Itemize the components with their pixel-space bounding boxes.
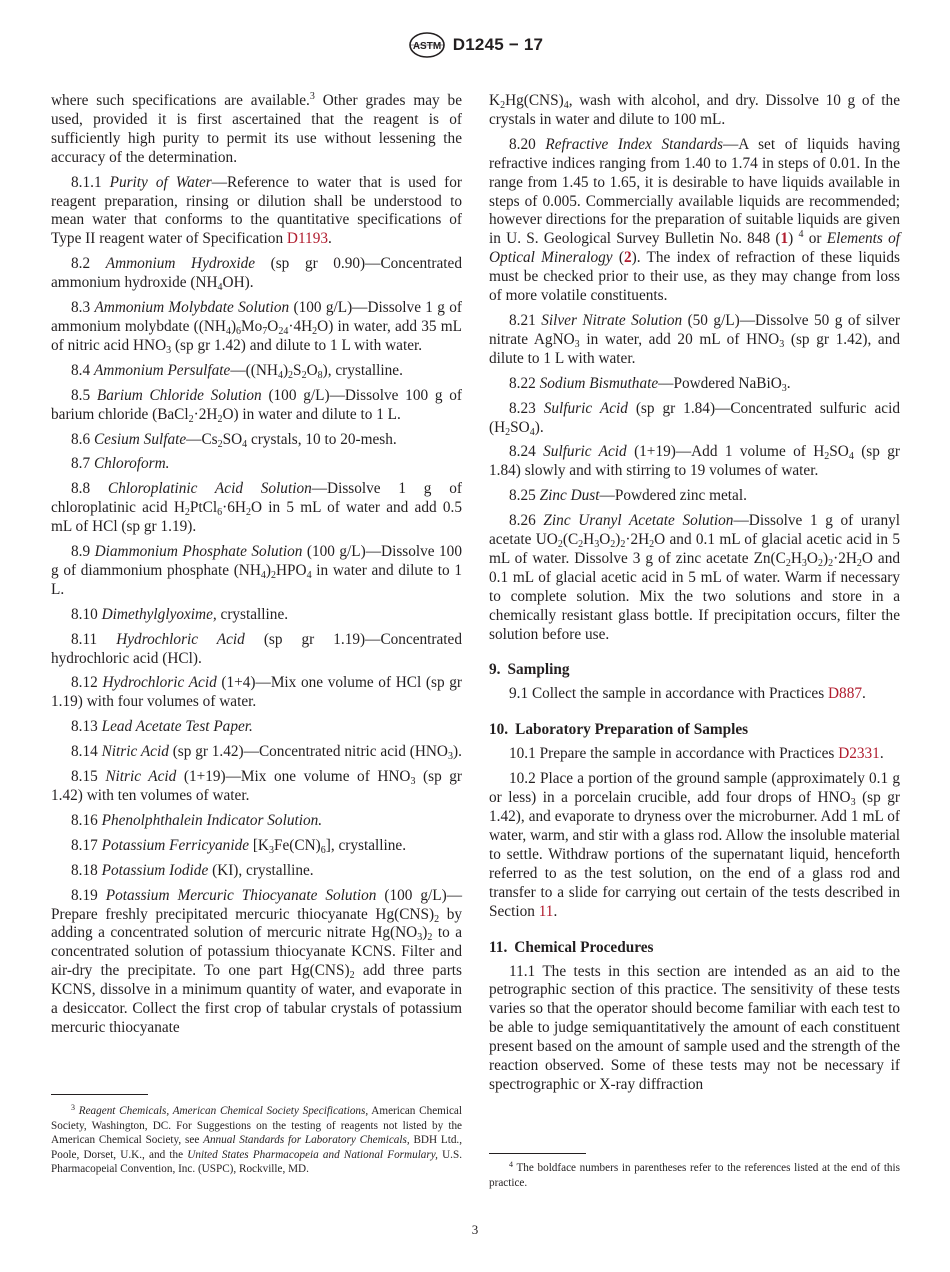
paragraph [489, 400, 900, 438]
document-id: D1245 − 17 [452, 35, 544, 54]
subscript: 3 [594, 539, 600, 551]
text-run: (sp gr 1.42) with ten volumes of water. [51, 768, 463, 804]
italic-term: Elements of Optical Mineralogy [489, 230, 900, 267]
subscript: 2 [301, 369, 307, 381]
paragraph [489, 312, 900, 369]
subscript: 4 [848, 451, 854, 463]
italic-term: Zinc Dust [539, 487, 600, 505]
text-run: 8.24 [509, 443, 544, 461]
text-run: by adding a concentrated solution of mercuric nitrate Hg(NO [51, 905, 462, 942]
text-run: Other grades may be used, provided it is first ascertained that the reagent is of sufficiently high purity to permit its use without lessening the accuracy of the determination. [51, 92, 462, 166]
section-heading [489, 660, 900, 679]
text-run: Fe(CN) [273, 836, 321, 854]
text-run: SO [829, 443, 849, 461]
text-run: 10.1 Prepare the sample in accordance with Practices [509, 745, 839, 763]
subscript: 6 [320, 844, 326, 856]
section-number: 10. [489, 721, 509, 739]
text-run: crystalline. [216, 605, 289, 623]
italic-term: Phenolphthalein Indicator Solution. [101, 811, 323, 829]
standard-link[interactable]: D2331 [838, 745, 880, 763]
text-run: ), crystalline. [322, 361, 403, 379]
section-heading [489, 938, 900, 957]
paragraph [51, 299, 462, 356]
subscript: 24 [278, 325, 289, 337]
text-run: . [862, 685, 866, 703]
text-run: —Reference to water that is used for reagent preparation, rinsing or dilution shall be understood to mean water that conforms to the quantitative specifications of Type II reagent water of Specification [51, 173, 462, 248]
text-run: (C [562, 531, 579, 549]
paragraph [489, 963, 900, 1095]
text-run: 8.16 [71, 811, 102, 829]
subscript: 2 [557, 539, 563, 551]
text-run: O [806, 549, 818, 567]
subscript: 2 [288, 369, 294, 381]
text-run: —Powdered NaBiO [658, 374, 782, 392]
footnote-ref: 4 [509, 1160, 513, 1169]
subscript: 3 [574, 338, 580, 350]
subscript: 7 [262, 325, 268, 337]
text-run: . [553, 902, 558, 920]
subscript: 3 [801, 557, 807, 569]
text-run: 8.15 [71, 768, 106, 786]
subscript: 2 [505, 426, 511, 438]
text-run: O) in water, add 35 mL of nitric acid HNO [51, 317, 462, 354]
italic-term: Nitric Acid [101, 743, 169, 761]
subscript: 2 [620, 539, 626, 551]
text-run: 8.13 [71, 718, 102, 736]
italic-term: Sulfuric Acid [543, 443, 627, 461]
italic-term: Reagent Chemicals, American Chemical Society Specifications [78, 1105, 366, 1117]
text-run: O [599, 531, 611, 549]
text-run: 8.21 [509, 311, 542, 329]
text-run: (KI), crystalline. [208, 861, 314, 879]
text-run: —Dissolve 1 g of chloroplatinic acid H [51, 480, 462, 517]
subscript: 2 [217, 438, 223, 450]
text-run: ) [615, 531, 621, 549]
text-run: (sp gr 0.90)—Concentrated ammonium hydroxide (NH [51, 255, 462, 292]
subscript: 2 [500, 100, 506, 111]
text-run: 8.6 [71, 430, 94, 448]
subscript: 2 [349, 970, 355, 982]
text-run: (100 g/L)—Dissolve 100 g of barium chloride (BaCl [51, 386, 463, 423]
text-run: 8.14 [71, 743, 102, 761]
paragraph [51, 255, 462, 293]
text-run: K [489, 92, 501, 109]
text-run: S [293, 361, 302, 379]
text-run: (sp gr 1.19)—Concentrated hydrochloric acid (HCl). [51, 630, 462, 667]
italic-term: Sodium Bismuthate [539, 374, 659, 392]
text-run: O) in water and dilute to 1 L. [222, 405, 401, 423]
text-run: ·4H [288, 317, 313, 335]
text-run: [K [249, 836, 269, 854]
italic-term: Hydrochloric Acid [102, 674, 217, 692]
text-run: 8.7 [71, 455, 94, 473]
text-run: 8.18 [71, 861, 102, 879]
text-run: (100 g/L)—Dissolve 1 g of ammonium molybdate ((NH [51, 299, 462, 335]
paragraph [51, 768, 462, 806]
standard-link[interactable]: D887 [828, 685, 862, 703]
subscript: 2 [427, 932, 433, 944]
text-run: SO [510, 418, 530, 436]
paragraph [51, 174, 462, 250]
italic-term: Ammonium Hydroxide [105, 255, 256, 273]
text-run: in water, add 20 mL of HNO [579, 330, 780, 348]
subscript: 2 [856, 557, 862, 569]
italic-term: Silver Nitrate Solution [541, 311, 683, 329]
text-run: to a concentrated solution of potassium thiocyanate KCNS. Filter and air-dry the precipitate. To one part Hg(CNS) [51, 924, 462, 980]
subscript: 2 [188, 413, 194, 425]
text-run: or [803, 230, 827, 248]
text-run: 8.9 [71, 543, 95, 561]
text-run: 8.17 [71, 836, 102, 854]
text-run: 8.19 [71, 886, 106, 904]
text-run: ( [612, 249, 624, 267]
italic-term: United States Pharmacopeia and National Formulary, [187, 1148, 438, 1161]
text-run: (sp gr 1.84) slowly and with stirring to 19 volumes of water. [489, 443, 900, 480]
section-number: 11. [489, 938, 508, 956]
text-run: add three parts KCNS, dissolve in a minimum quantity of water, and evaporate in a desiccator. Collect the first crop of tabular crystals of potassium mercuric thiocyanate [51, 962, 462, 1036]
paragraph [489, 375, 900, 394]
italic-term: Lead Acetate Test Paper. [101, 718, 253, 736]
text-run: ·2H [833, 549, 857, 567]
text-run: O [267, 317, 279, 335]
text-run: ], crystalline. [325, 836, 407, 854]
text-run: 8.23 [509, 399, 544, 417]
italic-term: Annual Standards for Laboratory Chemicals, [203, 1134, 410, 1147]
paragraph [489, 92, 900, 130]
standard-link[interactable]: D1193 [286, 230, 328, 248]
subscript: 2 [649, 539, 655, 551]
section-title: Chemical Procedures [514, 938, 654, 956]
paragraph [51, 480, 462, 537]
subscript: 4 [217, 282, 223, 294]
reference-link[interactable]: 2 [623, 249, 632, 267]
text-run: 8.20 [509, 135, 546, 153]
italic-term: Hydrochloric Acid [116, 630, 245, 648]
italic-term: Diammonium Phosphate Solution [94, 543, 303, 561]
paragraph [489, 512, 900, 644]
text-run: where such specifications are available. [51, 92, 310, 109]
text-run: ). [534, 418, 544, 436]
text-run: 8.22 [509, 374, 540, 392]
text-run: . [328, 230, 332, 248]
paragraph [51, 887, 462, 1038]
italic-term: Purity of Water [109, 173, 212, 191]
subscript: 4 [242, 438, 248, 450]
italic-term: Potassium Ferricyanide [101, 836, 250, 854]
subscript: 4 [225, 325, 231, 337]
subscript: 3 [447, 751, 453, 763]
text-run: crystals, 10 to 20-mesh. [247, 430, 397, 448]
text-run: 8.8 [71, 480, 108, 498]
subscript: 3 [850, 797, 856, 809]
italic-term: Dimethylglyoxime, [101, 605, 217, 623]
text-run: O [306, 361, 318, 379]
text-run: —Powdered zinc metal. [599, 487, 747, 505]
text-run: 8.2 [71, 255, 106, 273]
paragraph [51, 92, 462, 168]
subscript: 4 [529, 426, 535, 438]
text-run: (50 g/L)—Dissolve 50 g of silver nitrate AgNO [489, 311, 901, 348]
paragraph [51, 862, 462, 881]
text-run: ) [422, 924, 428, 942]
text-run: 8.10 [71, 605, 102, 623]
italic-term: Refractive Index Standards [545, 135, 723, 153]
text-run: H [790, 549, 802, 567]
subscript: 2 [578, 539, 584, 551]
text-run: Hg(CNS) [505, 92, 564, 109]
text-run: ). The index of refraction of these liquids must be checked prior to their use, as they may change from loss of more volatile constituents. [489, 249, 901, 305]
text-run: —((NH [230, 361, 278, 379]
paragraph [51, 543, 462, 600]
footnote-ref: 3 [309, 91, 315, 102]
text-run: (sp gr 1.42) and dilute to 1 L with water. [171, 336, 423, 354]
text-run: , wash with alcohol, and dry. Dissolve 10 g of the crystals in water and dilute to 100 mL. [489, 92, 900, 128]
left-column [51, 92, 462, 1044]
text-run: ·2H [625, 531, 650, 549]
astm-logo-icon [407, 32, 447, 58]
text-run: (sp gr 1.42), and evaporate to dryness over the microburner. Add 1 mL of water, warm, and stir with a glass rod. Allow the insoluble material to settle. Withdraw portions of the supernatant liquid, henceforth referred to as the test solution, on the end of a glass rod and transfer to a slide for carrying out certain of the tests described in Section [489, 789, 900, 920]
reference-link[interactable]: 1 [780, 230, 789, 248]
text-run: ·2H [193, 405, 218, 423]
text-run: —Cs [186, 430, 218, 448]
text-run: (sp gr 1.42), and dilute to 1 L with water. [489, 330, 901, 367]
subscript: 2 [828, 557, 834, 569]
footnote-4 [489, 1161, 900, 1190]
subscript: 2 [785, 557, 791, 569]
italic-term: Nitric Acid [105, 768, 177, 786]
text-run: HPO [276, 561, 307, 579]
text-run: Mo [241, 317, 263, 335]
italic-term: Chloroform. [93, 455, 170, 473]
standard-link[interactable]: 11 [538, 902, 554, 920]
text-run: ) [282, 361, 289, 379]
text-run: 8.11 [71, 630, 117, 648]
subscript: 2 [610, 539, 616, 551]
footnote-divider-left [51, 1094, 148, 1095]
text-run: O and 0.1 mL of glacial acetic acid in 5 mL of water. Dissolve 3 g of zinc acetate Zn(C [489, 531, 900, 567]
text-run: ·6H [222, 499, 246, 517]
footnote-divider-right [489, 1153, 586, 1154]
italic-term: Potassium Iodide [101, 861, 209, 879]
paragraph [51, 431, 462, 450]
subscript: 4 [277, 369, 283, 381]
paragraph [489, 136, 900, 306]
right-column [489, 92, 900, 1101]
text-run: H [583, 531, 595, 549]
paragraph [489, 443, 900, 481]
text-run: 10.2 Place a portion of the ground sample (approximately 0.1 g or less) in a porcelain crucible, add four drops of HNO [489, 770, 900, 807]
subscript: 4 [563, 100, 569, 111]
text-run: (1+4)—Mix one volume of HCl (sp gr 1.19) with four volumes of water. [51, 674, 463, 711]
subscript: 8 [317, 369, 323, 381]
paragraph [51, 718, 462, 737]
text-run: in water and dilute to 1 L. [51, 561, 462, 598]
text-run: BDH Ltd., Poole, Dorset, U.K., and the [51, 1134, 463, 1161]
text-run: , American Chemical Society, Washington, DC. For Suggestions on the testing of reagents not listed by the American Chemical Society, see [51, 1105, 463, 1147]
text-run: ). [452, 743, 462, 761]
text-run: . [879, 745, 884, 763]
subscript: 2 [824, 451, 830, 463]
subscript: 3 [781, 382, 787, 394]
paragraph [51, 455, 462, 474]
paragraph [51, 606, 462, 625]
text-run: O and 0.1 mL of glacial acetic acid in 5 mL of water. Warm if necessary to complete solution. Mix the two solutions and store in a chemically resistant glass bottle. If precipitation occurs, filter the solution before use. [489, 549, 900, 643]
subscript: 2 [245, 507, 251, 519]
paragraph [51, 674, 462, 712]
paragraph [489, 745, 900, 764]
text-run: ) [230, 317, 237, 335]
text-run: (sp gr 1.84)—Concentrated sulfuric acid (H [489, 399, 900, 436]
subscript: 2 [271, 569, 276, 581]
text-run: . [786, 374, 791, 392]
paragraph [51, 743, 462, 762]
footnote-3 [51, 1104, 462, 1177]
paragraph [489, 770, 900, 921]
text-run: (1+19)—Add 1 volume of H [626, 443, 825, 461]
text-run: (100 g/L)—Dissolve 100 g of diammonium phosphate (NH [51, 543, 462, 579]
italic-term: Potassium Mercuric Thiocyanate Solution [105, 886, 377, 904]
text-run: ) [822, 549, 829, 567]
footnote-ref: 3 [71, 1103, 75, 1112]
text-run: (sp gr 1.42)—Concentrated nitric acid (HNO [168, 743, 448, 761]
paragraph [51, 631, 462, 669]
subscript: 2 [184, 507, 190, 519]
subscript: 3 [166, 344, 172, 356]
text-run: —Dissolve 1 g of uranyl acetate UO [489, 512, 900, 549]
section-title: Laboratory Preparation of Samples [515, 721, 749, 739]
text-run: 9.1 Collect the sample in accordance with Practices [509, 685, 828, 703]
italic-term: Ammonium Persulfate [93, 361, 231, 379]
italic-term: Sulfuric Acid [543, 399, 628, 417]
text-run: 8.3 [71, 299, 95, 317]
paragraph [51, 837, 462, 856]
subscript: 3 [417, 932, 423, 944]
page-number: 3 [471, 1222, 479, 1237]
italic-term: Barium Chloride Solution [96, 386, 262, 404]
subscript: 4 [260, 569, 266, 581]
paragraph [489, 685, 900, 704]
page-header [0, 30, 950, 60]
text-run: (1+19)—Mix one volume of HNO [176, 768, 411, 786]
italic-term: Cesium Sulfate [93, 430, 187, 448]
italic-term: Zinc Uranyl Acetate Solution [543, 512, 734, 530]
text-run: 8.25 [509, 487, 540, 505]
italic-term: Ammonium Molybdate Solution [94, 299, 290, 317]
subscript: 2 [817, 557, 823, 569]
section-title: Sampling [507, 661, 570, 679]
text-run: (100 g/L)—Prepare freshly precipitated mercuric thiocyanate Hg(CNS) [51, 886, 462, 923]
text-run: ) [265, 561, 271, 579]
text-run: 8.26 [509, 512, 544, 530]
subscript: 3 [779, 338, 785, 350]
text-run: PtCl [189, 499, 218, 517]
text-run: SO [222, 430, 243, 448]
paragraph [51, 362, 462, 381]
text-run: U.S. Pharmacopeial Convention, Inc. (USPC), Rockville, MD. [51, 1148, 462, 1176]
svg-text:ASTM: ASTM [412, 41, 441, 52]
subscript: 2 [217, 413, 223, 425]
subscript: 3 [268, 844, 274, 856]
paragraph [489, 487, 900, 506]
subscript: 6 [217, 507, 223, 519]
text-run: 8.1.1 [71, 173, 110, 191]
footnote-ref: 4 [798, 229, 804, 241]
section-heading [489, 720, 900, 739]
section-number: 9. [489, 661, 501, 679]
subscript: 4 [306, 569, 312, 581]
subscript: 2 [312, 325, 318, 337]
text-run: —A set of liquids having refractive indices ranging from 1.40 to 1.74 in steps of 0.01. In the range from 1.45 to 1.65, it is desirable to have liquids available in steps of 0.005. Commercially available liquids are recommended; however directions for the preparation of suitable liquids are given in U. S. Geological Survey Bulletin No. 848 ( [489, 135, 900, 248]
subscript: 6 [236, 325, 242, 337]
text-run: OH). [222, 274, 254, 292]
paragraph [51, 387, 462, 425]
text-run: O in 5 mL of water and add 0.5 mL of HCl (sp gr 1.19). [51, 499, 462, 536]
italic-term: Chloroplatinic Acid Solution [107, 480, 312, 498]
text-run: 8.4 [71, 361, 94, 379]
text-run: The boldface numbers in parentheses refer to the references listed at the end of this practice. [489, 1162, 900, 1189]
subscript: 3 [410, 776, 416, 788]
text-run: 11.1 The tests in this section are intended as an aid to the petrographic section of this practice. The sensitivity of these tests varies so that the operator should become familiar with each test to be able to judge semiquantitatively the amount of each constituent present based on the amount of sample used and the strength of the reaction observed. Some of these tests may not be necessary if spectrographic or X-ray diffraction [489, 962, 900, 1093]
paragraph [51, 812, 462, 831]
text-run: 8.12 [71, 674, 103, 692]
subscript: 2 [434, 913, 440, 925]
text-run: 8.5 [71, 386, 97, 404]
text-run: ) [788, 230, 799, 248]
